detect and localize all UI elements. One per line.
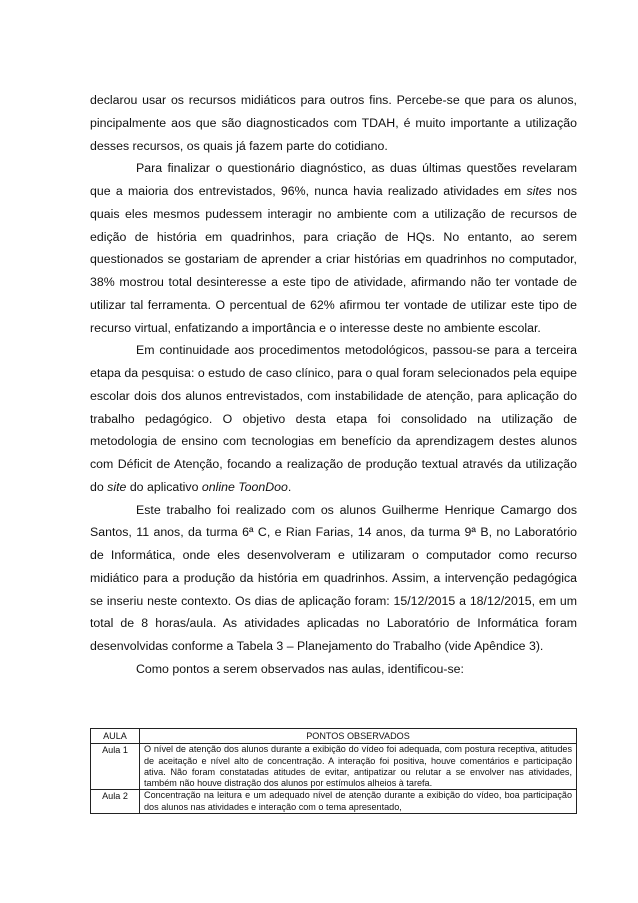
header-pontos-observados: PONTOS OBSERVADOS bbox=[140, 729, 577, 744]
table-row bbox=[91, 790, 577, 814]
table-cell-aula: Aula 2 bbox=[91, 790, 140, 814]
paragraph-5: Como pontos a serem observados nas aulas, identificou-se: bbox=[136, 661, 464, 676]
table-row bbox=[91, 744, 577, 790]
observations-table bbox=[90, 728, 577, 814]
paragraph-3-text-cont: do aplicativo bbox=[126, 479, 202, 494]
table-cell-text: Concentração na leitura e um adequado nível de atenção durante a exibição do vídeo, boa participação dos alunos nas atividades e interação com o tema apresentado, bbox=[140, 790, 577, 814]
paragraph-3-text: Em continuidade aos procedimentos metodológicos, passou-se para a terceira etapa da pesquisa: o estudo de caso clínico, para o qual foram selecionados pela equipe escolar dois dos alunos entrevistados, com instabilidade de atenção, para aplicação do trabalho pedagógico. O objetivo desta etapa foi consolidado na utilização de metodologia de ensino com tecnologias em benefício da aprendizagem destes alunos com Déficit de Atenção, focando a realização de produção textual através da utilização do bbox=[90, 343, 577, 494]
paragraph-3-end: . bbox=[287, 479, 292, 494]
paragraph-3 bbox=[90, 339, 577, 498]
table-cell-aula: Aula 1 bbox=[91, 744, 140, 790]
paragraph-2-text-cont: nos quais eles mesmos pudessem interagir no ambiente com a utilização de recursos de edição de história em quadrinhos, para criação de HQs. No entanto, ao serem questionados se gostariam de aprender a criar histórias em quadrinhos no computador, 38% mostrou total desinteresse a este tipo de atividade, afirmando não ter vontade de utilizar tal ferramenta. O percentual de 62% afirmou ter vontade de utilizar este tipo de recurso virtual, enfatizando a importância e o interesse deste no ambiente escolar. bbox=[90, 184, 577, 335]
paragraph-4: Este trabalho foi realizado com os alunos Guilherme Henrique Camargo dos Santos, 11 anos, da turma 6ª C, e Rian Farias, 14 anos, da turma 9ª B, no Laboratório de Informática, onde eles desenvolveram e utilizaram o computador como recurso midiático para a produção da história em quadrinhos. Assim, a intervenção pedagógica se inseriu neste contexto. Os dias de aplicação foram: 15/12/2015 a 18/12/2015, em um total de 8 horas/aula. As atividades aplicadas no Laboratório de Informática foram desenvolvidas conforme a Tabela 3 – Planejamento do Trabalho (vide Apêndice 3). bbox=[90, 502, 577, 653]
header-aula: AULA bbox=[91, 729, 140, 744]
italic-online-toondoo: online ToonDoo bbox=[201, 479, 288, 494]
paragraph-2-text: Para finalizar o questionário diagnóstico, as duas últimas questões revelaram que a maioria dos entrevistados, 96%, nunca havia realizado atividades em bbox=[90, 161, 577, 198]
paragraph-1: declarou usar os recursos midiáticos para outros fins. Percebe-se que para os alunos, pincipalmente aos que são diagnosticados com TDAH, é muito importante a utilização desses recursos, os quais já fazem parte do cotidiano. bbox=[90, 93, 577, 153]
paragraph-2 bbox=[90, 157, 577, 339]
italic-sites: sites bbox=[526, 184, 552, 198]
document-body bbox=[90, 89, 577, 681]
italic-site: site bbox=[107, 479, 127, 494]
table-header-row bbox=[91, 729, 577, 744]
table-cell-text: O nível de atenção dos alunos durante a exibição do vídeo foi adequada, com postura receptiva, atitudes de aceitação e nível alto de concentração. A interação foi positiva, houve comentários e participação ativa. Não foram constatadas atitudes de evitar, antipatizar ou relutar a se envolver nas atividades, também não houve distração dos alunos por estímulos alheios à tarefa. bbox=[140, 744, 577, 790]
